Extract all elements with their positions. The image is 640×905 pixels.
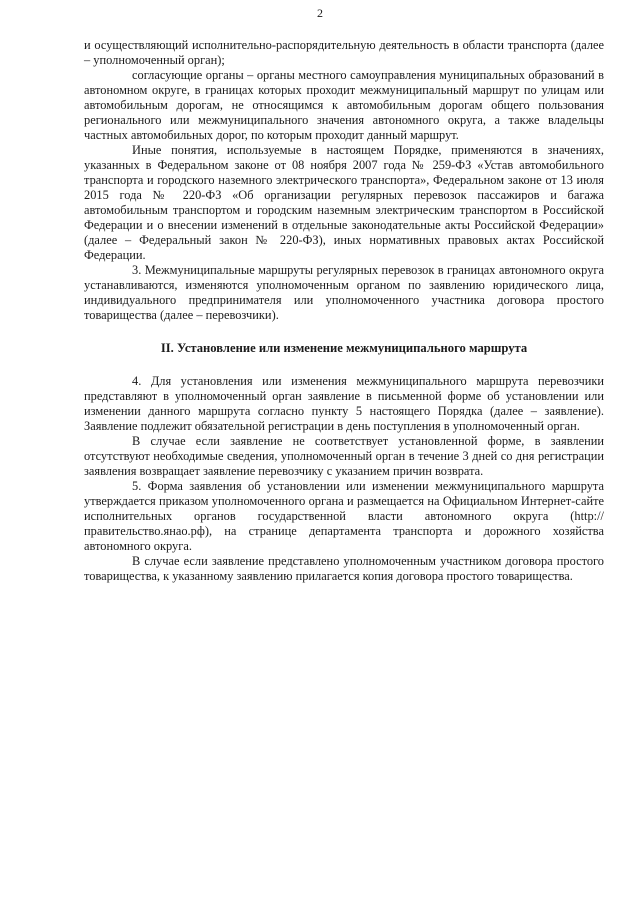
paragraph: и осуществляющий исполнительно-распорядительную деятельность в области транспорта (далее – уполномоченный орган); [84,38,604,67]
paragraph: 5. Форма заявления об установлении или изменении межмуниципального маршрута утверждается приказом уполномоченного органа и размещается на Официальном Интернет-сайте исполнительных органов государственной власти автономного округа (http://правительство.янао.рф), на странице департамента транспорта и дорожного хозяйства автономного округа. [84,479,604,553]
page-number: 2 [317,6,323,20]
paragraph: 4. Для установления или изменения межмуниципального маршрута перевозчики представляют в уполномоченный орган заявление в письменной форме об установлении или изменении данного маршрута согласно пункту 5 настоящего Порядка (далее – заявление). Заявление подлежит обязательной регистрации в день поступления в уполномоченный орган. [84,374,604,433]
document-body [84,38,604,584]
paragraph: Иные понятия, используемые в настоящем Порядке, применяются в значениях, указанных в Федеральном законе от 08 ноября 2007 года № 259-ФЗ «Устав автомобильного транспорта и городского наземного электрического транспорта», Федеральном законе от 13 июля 2015 года № 220-ФЗ «Об организации регулярных перевозок пассажиров и багажа автомобильным транспортом и городским наземным электрическим транспортом в Российской Федерации и о внесении изменений в отдельные законодательные акты Российской Федерации» (далее – Федеральный закон № 220-ФЗ), иных нормативных правовых актах Российской Федерации. [84,143,604,262]
paragraph: 3. Межмуниципальные маршруты регулярных перевозок в границах автономного округа устанавливаются, изменяются уполномоченным органом по заявлению юридического лица, индивидуального предпринимателя или уполномоченного участника договора простого товарищества (далее – перевозчики). [84,263,604,322]
paragraph: В случае если заявление не соответствует установленной форме, в заявлении отсутствуют необходимые сведения, уполномоченный орган в течение 3 дней со дня регистрации заявления возвращает заявление перевозчику с указанием причин возврата. [84,434,604,478]
section-heading: II. Установление или изменение межмуниципального маршрута [160,341,528,355]
paragraph: В случае если заявление представлено уполномоченным участником договора простого товарищества, к указанному заявлению прилагается копия договора простого товарищества. [84,554,604,583]
paragraph: согласующие органы – органы местного самоуправления муниципальных образований в автономном округе, в границах которых проходит межмуниципальный маршрут по улицам или автомобильным дорогам, не относящимся к автомобильным дорогам общего пользования регионального или межмуниципального значения автономного округа, а также владельцы частных автомобильных дорог, по которым проходит данный маршрут. [84,68,604,142]
